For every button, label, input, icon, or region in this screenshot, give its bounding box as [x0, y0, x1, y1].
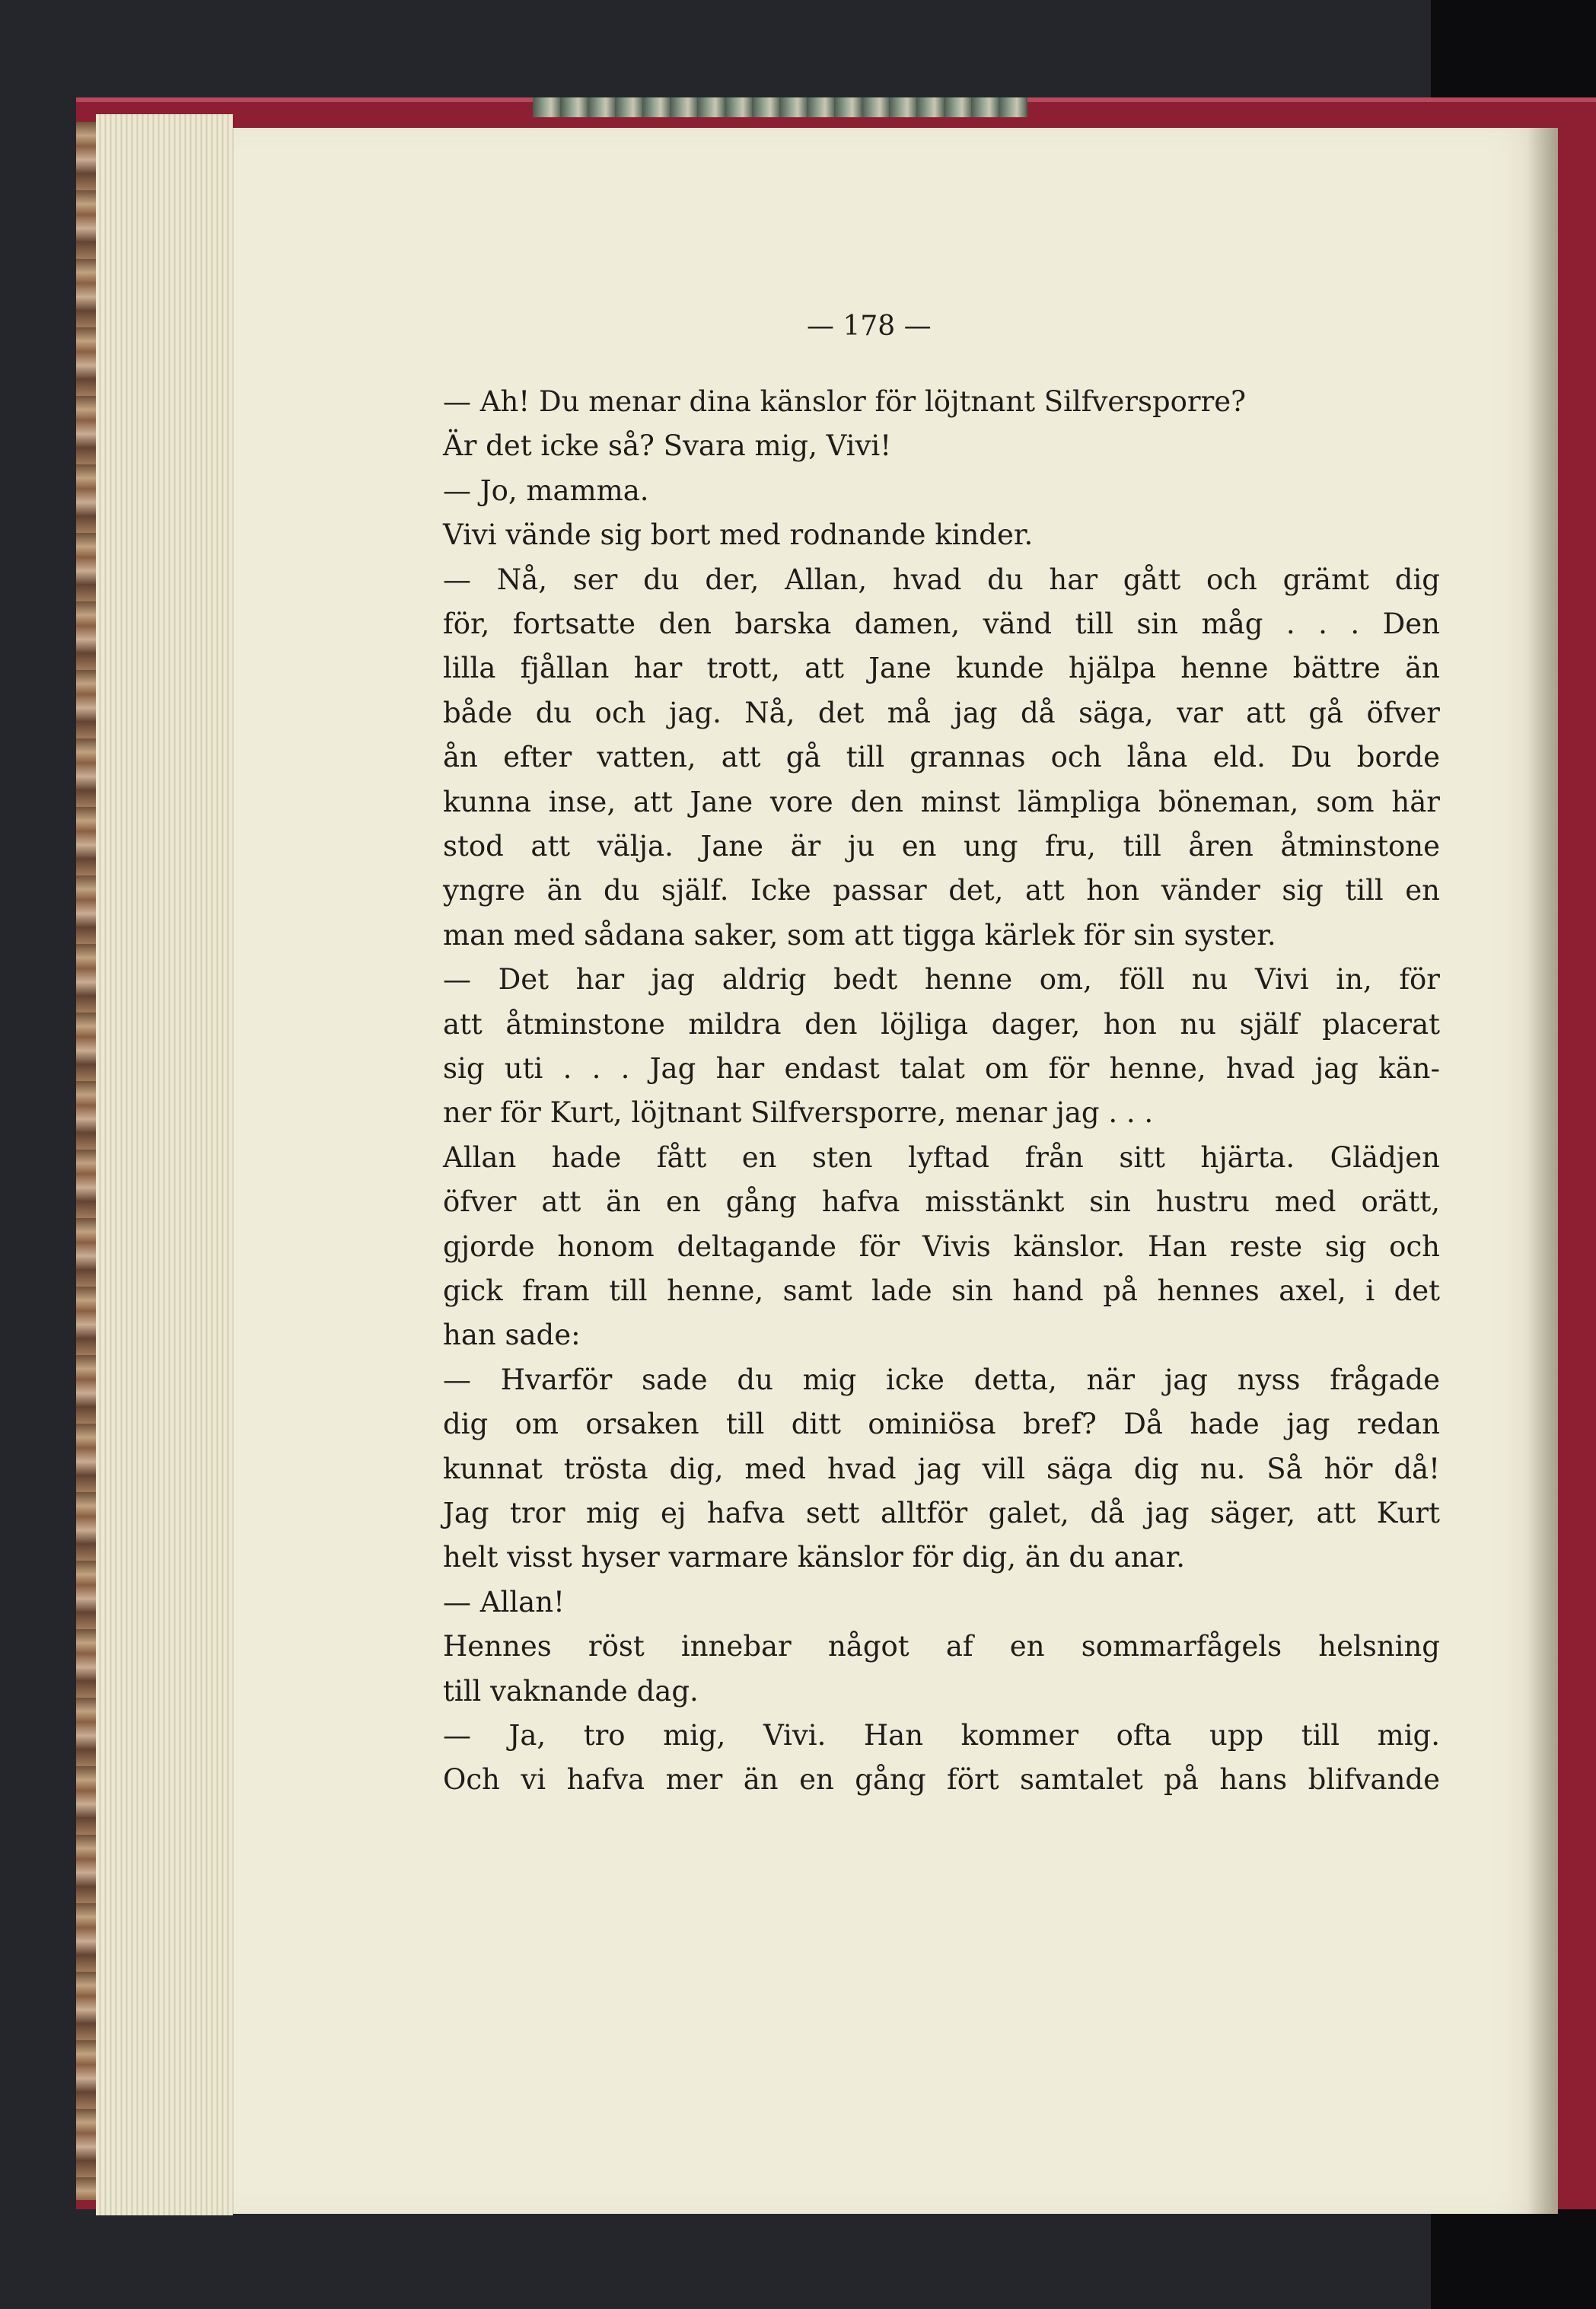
- text-line: ner för Kurt, löjtnant Silfversporre, menar jag . . .: [443, 1096, 1154, 1130]
- text-line: helt visst hyser varmare känslor för dig, än du anar.: [443, 1541, 1185, 1574]
- page-gutter-shadow: [1528, 128, 1558, 2214]
- headband-pattern: [533, 97, 1027, 117]
- page-stack-edge: [96, 114, 233, 2215]
- text-line: för, fortsatte den barska damen, vänd till sin måg . . . Den: [443, 608, 1440, 640]
- text-line: — Allan!: [443, 1585, 565, 1619]
- text-line: kunnat trösta dig, med hvad jag vill säga dig nu. Så hör då!: [443, 1452, 1440, 1485]
- text-line: dig om orsaken till ditt ominiösa bref? Då hade jag redan: [443, 1408, 1440, 1441]
- text-line: sig uti . . . Jag har endast talat om för henne, hvad jag kän-: [443, 1052, 1440, 1085]
- page-number: — 178 —: [807, 311, 932, 342]
- text-line: Hennes röst innebar något af en sommarfågels helsning: [443, 1630, 1440, 1663]
- text-line: — Hvarför sade du mig icke detta, när jag nyss frågade: [443, 1363, 1440, 1396]
- text-line: yngre än du själf. Icke passar det, att hon vänder sig till en: [443, 874, 1440, 907]
- text-line: Allan hade fått en sten lyftad från sitt hjärta. Glädjen: [443, 1140, 1440, 1174]
- text-line: lilla fjållan har trott, att Jane kunde hjälpa henne bättre än: [443, 652, 1440, 685]
- text-line: Jag tror mig ej hafva sett alltför galet, då jag säger, att Kurt: [443, 1497, 1440, 1529]
- text-line: — Ah! Du menar dina känslor för löjtnant Silfversporre?: [443, 385, 1247, 418]
- text-line: — Ja, tro mig, Vivi. Han kommer ofta upp till mig.: [443, 1719, 1440, 1752]
- text-line: Och vi hafva mer än en gång fört samtalet på hans blifvande: [443, 1763, 1440, 1797]
- text-line: gjorde honom deltagande för Vivis känslor. Han reste sig och: [443, 1229, 1440, 1263]
- text-line: Vivi vände sig bort med rodnande kinder.: [443, 518, 1034, 552]
- text-line: — Jo, mamma.: [443, 474, 649, 507]
- text-line: — Nå, ser du der, Allan, hvad du har gått och grämt dig: [443, 563, 1440, 596]
- text-line: att åtminstone mildra den löjliga dager, hon nu själf placerat: [443, 1007, 1440, 1041]
- text-line: gick fram till henne, samt lade sin hand på hennes axel, i det: [443, 1274, 1440, 1307]
- text-line: ån efter vatten, att gå till grannas och låna eld. Du borde: [443, 741, 1440, 774]
- text-line: kunna inse, att Jane vore den minst lämpliga böneman, som här: [443, 785, 1440, 818]
- text-line: stod att välja. Jane är ju en ung fru, till åren åtminstone: [443, 830, 1440, 863]
- text-line: öfver att än en gång hafva misstänkt sin hustru med orätt,: [443, 1185, 1440, 1219]
- text-line: man med sådana saker, som att tigga kärlek för sin syster.: [443, 918, 1276, 952]
- text-line: både du och jag. Nå, det må jag då säga, var att gå öfver: [443, 696, 1440, 729]
- text-line: Är det icke så? Svara mig, Vivi!: [443, 429, 892, 463]
- marbled-page-edge: [76, 122, 96, 2200]
- text-line: han sade:: [443, 1319, 581, 1352]
- text-line: — Det har jag aldrig bedt henne om, föll nu Vivi in, för: [443, 963, 1440, 997]
- text-line: till vaknande dag.: [443, 1674, 699, 1708]
